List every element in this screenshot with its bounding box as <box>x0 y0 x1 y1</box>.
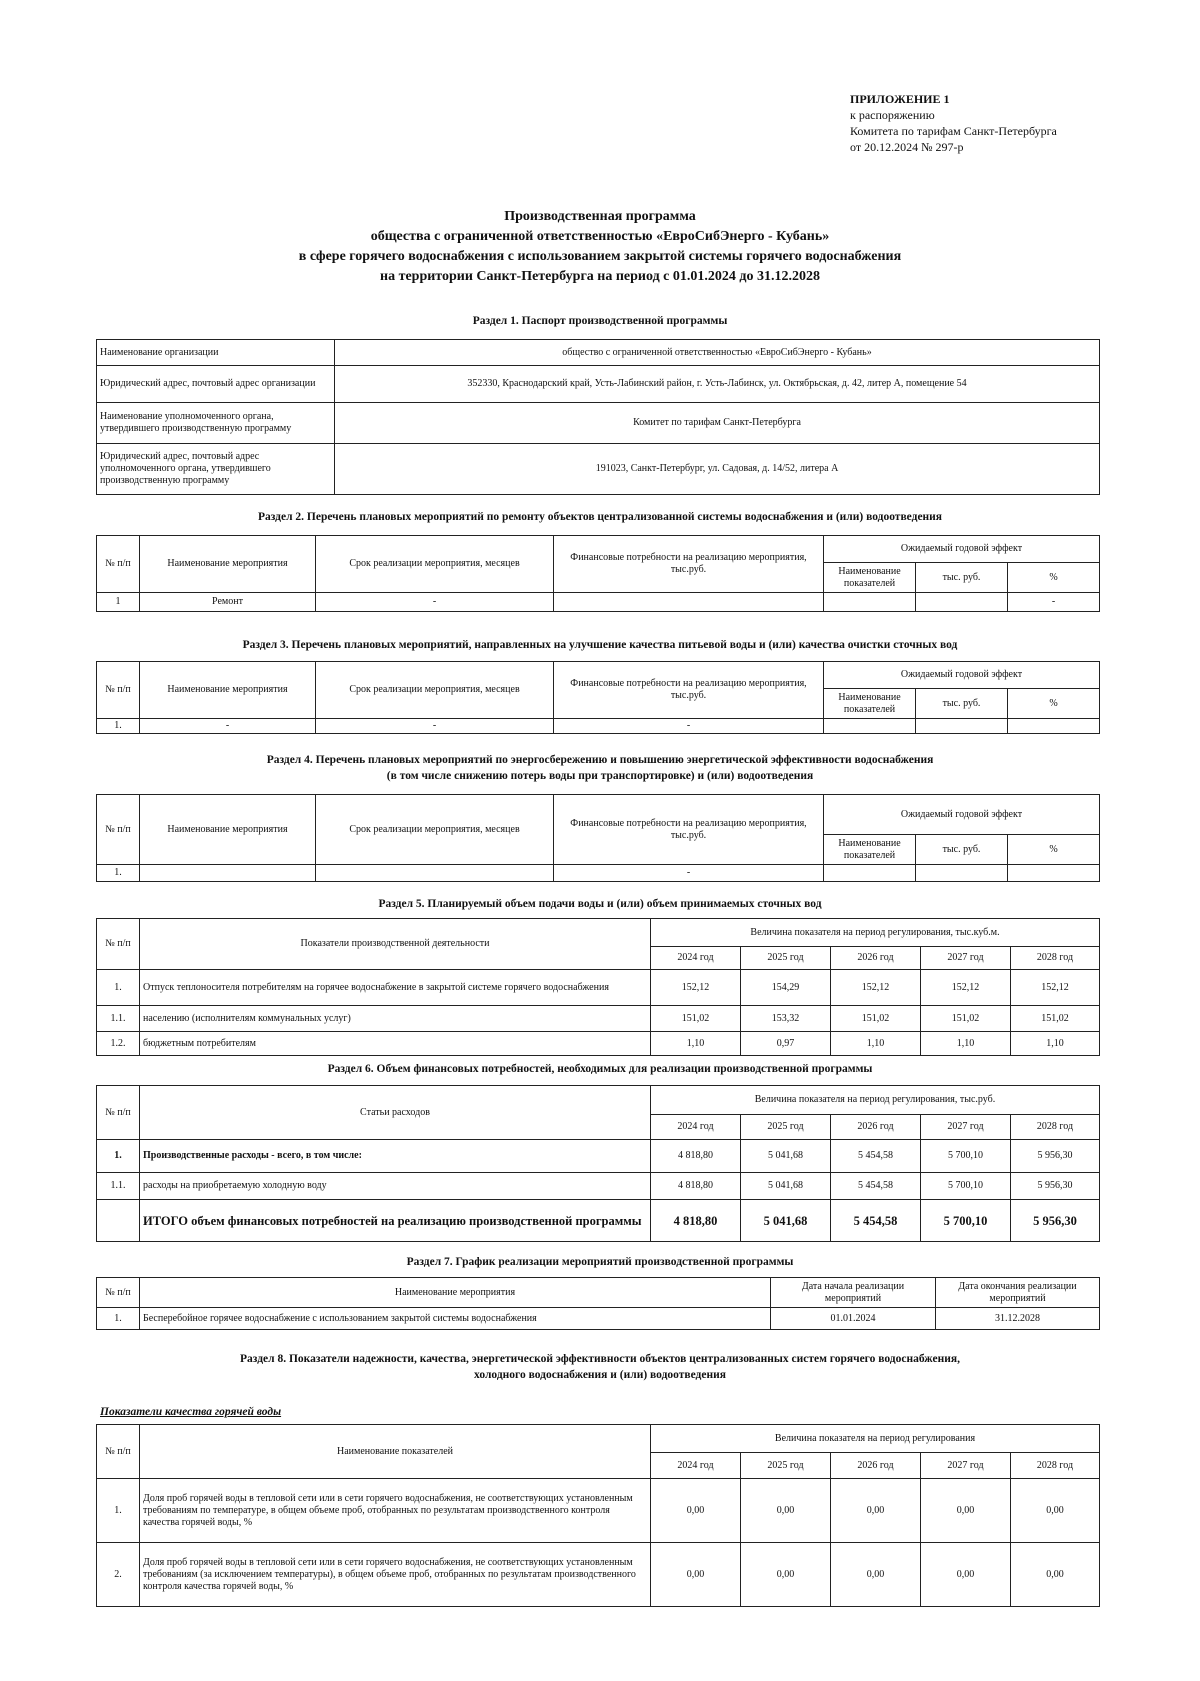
cell-finance: - <box>554 719 824 734</box>
section-4-title-line: (в том числе снижению потерь воды при транспортировке) и (или) водоотведения <box>386 770 814 782</box>
cell-value: 0,00 <box>921 1479 1011 1543</box>
col-header-values: Величина показателя на период регулирования <box>651 1425 1100 1453</box>
section-5-title: Раздел 5. Планируемый объем подачи воды и (или) объем принимаемых сточных вод <box>378 898 822 910</box>
col-header-year: 2027 год <box>921 1453 1011 1479</box>
col-header-num: № п/п <box>97 919 140 970</box>
document-title <box>0 207 1200 287</box>
repair-measures-table <box>96 535 1100 612</box>
col-header-values: Величина показателя на период регулирования, тыс.руб. <box>651 1086 1100 1115</box>
passport-value: Комитет по тарифам Санкт-Петербурга <box>335 403 1100 444</box>
cell-value: 5 041,68 <box>741 1140 831 1173</box>
col-header-name: Наименование мероприятия <box>140 795 316 865</box>
cell-value: 0,00 <box>831 1479 921 1543</box>
cell-name: бюджетным потребителям <box>140 1032 651 1056</box>
cell-end-date: 31.12.2028 <box>936 1308 1100 1330</box>
col-header-finance: Финансовые потребности на реализацию мероприятия, тыс.руб. <box>554 536 824 593</box>
cell-num: 1. <box>97 1140 140 1173</box>
cell-value: 5 454,58 <box>831 1140 921 1173</box>
cell-value: 152,12 <box>921 970 1011 1006</box>
col-header-rub: тыс. руб. <box>916 689 1008 719</box>
col-header-year: 2028 год <box>1011 1453 1100 1479</box>
table-row <box>97 340 1100 366</box>
cell-value: 152,12 <box>1011 970 1100 1006</box>
cell-value: 151,02 <box>921 1006 1011 1032</box>
cell-value: 152,12 <box>831 970 921 1006</box>
cell-value: 0,00 <box>1011 1479 1100 1543</box>
col-header-pct: % <box>1008 563 1100 593</box>
cell-term <box>316 865 554 882</box>
col-header-year: 2024 год <box>651 947 741 970</box>
col-header-year: 2027 год <box>921 947 1011 970</box>
cell-value: 1,10 <box>1011 1032 1100 1056</box>
title-line: общества с ограниченной ответственностью «ЕвроСибЭнерго - Кубань» <box>370 229 830 244</box>
schedule-table <box>96 1277 1100 1330</box>
table-row <box>97 1543 1100 1607</box>
col-header-indicator: Наименование показателей <box>140 1425 651 1479</box>
col-header-pct: % <box>1008 689 1100 719</box>
table-row <box>97 444 1100 495</box>
table-header-row <box>97 662 1100 689</box>
col-header-effect: Ожидаемый годовой эффект <box>824 662 1100 689</box>
col-header-indicators: Наименование показателей <box>824 689 916 719</box>
table-header-row <box>97 1425 1100 1453</box>
cell-value: 5 700,10 <box>921 1173 1011 1200</box>
col-header-num: № п/п <box>97 1278 140 1308</box>
cell-name: Отпуск теплоносителя потребителям на горячее водоснабжение в закрытой системе горячего водоснабжения <box>140 970 651 1006</box>
col-header-finance: Финансовые потребности на реализацию мероприятия, тыс.руб. <box>554 795 824 865</box>
cell-num: 1. <box>97 1308 140 1330</box>
col-header-num: № п/п <box>97 662 140 719</box>
water-quality-measures-table <box>96 661 1100 734</box>
cell-value: 5 700,10 <box>921 1140 1011 1173</box>
section-6-title: Раздел 6. Объем финансовых потребностей, необходимых для реализации производственной программы <box>327 1063 873 1075</box>
table-row <box>97 1173 1100 1200</box>
cell-value: 1,10 <box>921 1032 1011 1056</box>
cell-value: 0,00 <box>1011 1543 1100 1607</box>
cell-num <box>97 1200 140 1242</box>
col-header-year: 2025 год <box>741 947 831 970</box>
cell-num: 1. <box>97 1479 140 1543</box>
cell-value: 1,10 <box>831 1032 921 1056</box>
passport-label: Юридический адрес, почтовый адрес организации <box>97 366 335 403</box>
cell-value: 4 818,80 <box>651 1140 741 1173</box>
cell-value: 0,97 <box>741 1032 831 1056</box>
passport-label: Наименование организации <box>97 340 335 366</box>
cell-finance: - <box>554 865 824 882</box>
cell-value: 5 956,30 <box>1011 1140 1100 1173</box>
table-row <box>97 1308 1100 1330</box>
cell-value: 0,00 <box>741 1479 831 1543</box>
table-row <box>97 1006 1100 1032</box>
table-row <box>97 1032 1100 1056</box>
col-header-year: 2026 год <box>831 947 921 970</box>
col-header-num: № п/п <box>97 1086 140 1140</box>
financial-needs-table <box>96 1085 1100 1242</box>
cell-value: 154,29 <box>741 970 831 1006</box>
cell-num: 1. <box>97 719 140 734</box>
col-header-year: 2026 год <box>831 1115 921 1140</box>
cell-value: 151,02 <box>651 1006 741 1032</box>
cell-value: 4 818,80 <box>651 1173 741 1200</box>
col-header-indicators: Наименование показателей <box>824 835 916 865</box>
col-header-year: 2028 год <box>1011 947 1100 970</box>
cell-num: 1. <box>97 865 140 882</box>
table-row <box>97 1479 1100 1543</box>
section-8-title-line: холодного водоснабжения и (или) водоотведения <box>474 1369 726 1381</box>
cell-num: 2. <box>97 1543 140 1607</box>
cell-start-date: 01.01.2024 <box>771 1308 936 1330</box>
col-header-finance: Финансовые потребности на реализацию мероприятия, тыс.руб. <box>554 662 824 719</box>
annex-date: от 20.12.2024 № 297-р <box>850 140 964 154</box>
table-header-row <box>97 536 1100 563</box>
cell-name: Доля проб горячей воды в тепловой сети или в сети горячего водоснабжения, не соответствующих установленным требованиям по температуре, в общем объеме проб, отобранных по результатам производственного контроля качества горячей воды, % <box>140 1479 651 1543</box>
cell-pct <box>1008 865 1100 882</box>
table-header-row <box>97 1086 1100 1115</box>
section-3-title: Раздел 3. Перечень плановых мероприятий, направленных на улучшение качества питьевой воды и (или) качества очистки сточных вод <box>242 639 958 651</box>
table-header-row <box>97 1278 1100 1308</box>
cell-value: 1,10 <box>651 1032 741 1056</box>
col-header-num: № п/п <box>97 795 140 865</box>
passport-table <box>96 339 1100 495</box>
cell-indicators <box>824 719 916 734</box>
section-2-title: Раздел 2. Перечень плановых мероприятий по ремонту объектов централизованной системы водоснабжения и (или) водоотведения <box>257 511 943 523</box>
cell-num: 1.1. <box>97 1006 140 1032</box>
col-header-year: 2028 год <box>1011 1115 1100 1140</box>
cell-pct: - <box>1008 593 1100 612</box>
quality-subheading: Показатели качества горячей воды <box>100 1406 282 1418</box>
col-header-year: 2025 год <box>741 1453 831 1479</box>
energy-saving-measures-table <box>96 794 1100 882</box>
table-total-row <box>97 1200 1100 1242</box>
table-row <box>97 865 1100 882</box>
table-row <box>97 1140 1100 1173</box>
section-4-title-line: Раздел 4. Перечень плановых мероприятий по энергосбережению и повышению энергетической эффективности водоснабжения <box>266 754 934 766</box>
cell-value: 0,00 <box>651 1543 741 1607</box>
cell-value: 5 041,68 <box>741 1173 831 1200</box>
cell-name: Производственные расходы - всего, в том числе: <box>140 1140 651 1173</box>
table-row <box>97 970 1100 1006</box>
col-header-rub: тыс. руб. <box>916 563 1008 593</box>
cell-name: Ремонт <box>140 593 316 612</box>
cell-value: 0,00 <box>741 1543 831 1607</box>
cell-finance <box>554 593 824 612</box>
cell-name: Доля проб горячей воды в тепловой сети или в сети горячего водоснабжения, не соответствующих установленным требованиям (за исключением температуры), в общем объеме проб, отобранных по результатам производственного контроля качества горячей воды, % <box>140 1543 651 1607</box>
cell-term: - <box>316 593 554 612</box>
col-header-indicator: Показатели производственной деятельности <box>140 919 651 970</box>
title-line: в сфере горячего водоснабжения с использованием закрытой системы горячего водоснабжения <box>298 249 902 264</box>
title-line: Производственная программа <box>504 209 696 224</box>
annex-block <box>850 91 1057 155</box>
table-header-row <box>97 919 1100 947</box>
col-header-year: 2025 год <box>741 1115 831 1140</box>
cell-rub <box>916 593 1008 612</box>
cell-name: населению (исполнителям коммунальных услуг) <box>140 1006 651 1032</box>
cell-name: - <box>140 719 316 734</box>
cell-value: 0,00 <box>921 1543 1011 1607</box>
col-header-effect: Ожидаемый годовой эффект <box>824 795 1100 835</box>
cell-value: 151,02 <box>1011 1006 1100 1032</box>
total-value: 5 956,30 <box>1011 1200 1100 1242</box>
cell-name: Бесперебойное горячее водоснабжение с использованием закрытой системы водоснабжения <box>140 1308 771 1330</box>
col-header-name: Наименование мероприятия <box>140 1278 771 1308</box>
col-header-values: Величина показателя на период регулирования, тыс.куб.м. <box>651 919 1100 947</box>
cell-term: - <box>316 719 554 734</box>
cell-indicators <box>824 865 916 882</box>
cell-name <box>140 865 316 882</box>
col-header-term: Срок реализации мероприятия, месяцев <box>316 536 554 593</box>
cell-value: 0,00 <box>831 1543 921 1607</box>
cell-value: 5 956,30 <box>1011 1173 1100 1200</box>
col-header-term: Срок реализации мероприятия, месяцев <box>316 662 554 719</box>
cell-value: 5 454,58 <box>831 1173 921 1200</box>
table-header-row <box>97 795 1100 835</box>
cell-value: 153,32 <box>741 1006 831 1032</box>
col-header-year: 2024 год <box>651 1115 741 1140</box>
total-value: 4 818,80 <box>651 1200 741 1242</box>
cell-num: 1.1. <box>97 1173 140 1200</box>
col-header-num: № п/п <box>97 536 140 593</box>
col-header-year: 2026 год <box>831 1453 921 1479</box>
cell-num: 1 <box>97 593 140 612</box>
cell-rub <box>916 719 1008 734</box>
annex-line: к распоряжению <box>850 108 935 122</box>
col-header-expenses: Статьи расходов <box>140 1086 651 1140</box>
annex-title: ПРИЛОЖЕНИЕ 1 <box>850 92 950 106</box>
cell-pct <box>1008 719 1100 734</box>
total-value: 5 454,58 <box>831 1200 921 1242</box>
annex-line: Комитета по тарифам Санкт-Петербурга <box>850 124 1057 138</box>
col-header-indicators: Наименование показателей <box>824 563 916 593</box>
hot-water-quality-table <box>96 1424 1100 1607</box>
col-header-rub: тыс. руб. <box>916 835 1008 865</box>
passport-value: 352330, Краснодарский край, Усть-Лабинский район, г. Усть-Лабинск, ул. Октябрьская, д. 42, литер А, помещение 54 <box>335 366 1100 403</box>
col-header-year: 2024 год <box>651 1453 741 1479</box>
col-header-end-date: Дата окончания реализации мероприятий <box>936 1278 1100 1308</box>
total-label: ИТОГО объем финансовых потребностей на реализацию производственной программы <box>140 1200 651 1242</box>
title-line: на территории Санкт-Петербурга на период с 01.01.2024 до 31.12.2028 <box>380 269 820 284</box>
cell-value: 152,12 <box>651 970 741 1006</box>
cell-num: 1. <box>97 970 140 1006</box>
col-header-name: Наименование мероприятия <box>140 536 316 593</box>
cell-value: 151,02 <box>831 1006 921 1032</box>
table-row <box>97 366 1100 403</box>
cell-name: расходы на приобретаемую холодную воду <box>140 1173 651 1200</box>
table-row <box>97 719 1100 734</box>
col-header-start-date: Дата начала реализации мероприятий <box>771 1278 936 1308</box>
col-header-pct: % <box>1008 835 1100 865</box>
total-value: 5 700,10 <box>921 1200 1011 1242</box>
section-4-title <box>0 752 1200 784</box>
section-1-title: Раздел 1. Паспорт производственной программы <box>472 315 728 327</box>
cell-num: 1.2. <box>97 1032 140 1056</box>
passport-label: Наименование уполномоченного органа, утвердившего производственную программу <box>97 403 335 444</box>
total-value: 5 041,68 <box>741 1200 831 1242</box>
cell-rub <box>916 865 1008 882</box>
col-header-term: Срок реализации мероприятия, месяцев <box>316 795 554 865</box>
table-row <box>97 593 1100 612</box>
col-header-name: Наименование мероприятия <box>140 662 316 719</box>
cell-indicators <box>824 593 916 612</box>
passport-label: Юридический адрес, почтовый адрес уполномоченного органа, утвердившего производственную программу <box>97 444 335 495</box>
passport-value: общество с ограниченной ответственностью «ЕвроСибЭнерго - Кубань» <box>335 340 1100 366</box>
section-8-title-line: Раздел 8. Показатели надежности, качества, энергетической эффективности объектов централизованных систем горячего водоснабжения, <box>240 1353 960 1365</box>
section-7-title: Раздел 7. График реализации мероприятий производственной программы <box>406 1256 794 1268</box>
col-header-effect: Ожидаемый годовой эффект <box>824 536 1100 563</box>
passport-value: 191023, Санкт-Петербург, ул. Садовая, д. 14/52, литера А <box>335 444 1100 495</box>
cell-value: 0,00 <box>651 1479 741 1543</box>
table-row <box>97 403 1100 444</box>
col-header-year: 2027 год <box>921 1115 1011 1140</box>
section-8-title <box>0 1351 1200 1383</box>
water-volume-table <box>96 918 1100 1056</box>
col-header-num: № п/п <box>97 1425 140 1479</box>
